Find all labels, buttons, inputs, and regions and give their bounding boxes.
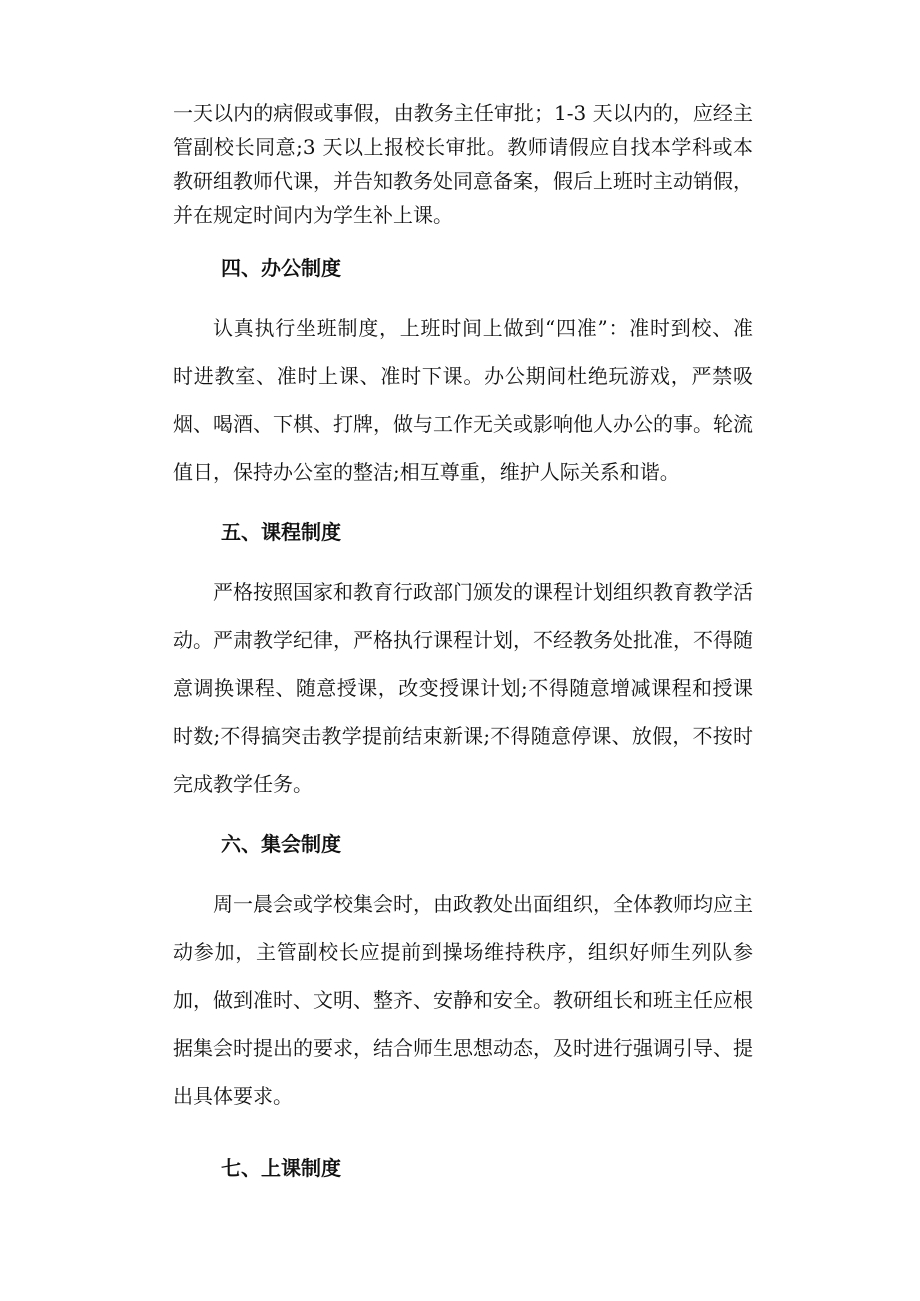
spacer — [173, 232, 753, 244]
spacer — [173, 556, 753, 568]
section-heading-assembly: 六、集会制度 — [221, 832, 341, 856]
section-heading-class: 七、上课制度 — [221, 1156, 341, 1180]
spacer — [173, 808, 753, 820]
spacer — [173, 868, 753, 880]
section-body-assembly: 周一晨会或学校集会时，由政教处出面组织，全体教师均应主动参加，主管副校长应提前到操场维持秩序，组织好师生列队参加，做到准时、文明、整齐、安静和安全。教研组长和班主任应根据集会时提出的要求，结合师生思想动态，及时进行强调引导、提出具体要求。 — [173, 892, 753, 1108]
section-body-curriculum: 严格按照国家和教育行政部门颁发的课程计划组织教育教学活动。严肃教学纪律，严格执行课程计划，不经教务处批准，不得随意调换课程、随意授课，改变授课计划;不得随意增减课程和授课时数;不得搞突击教学提前结束新课;不得随意停课、放假，不按时完成教学任务。 — [173, 580, 753, 796]
section-heading-office: 四、办公制度 — [221, 256, 341, 280]
section-heading-curriculum: 五、课程制度 — [221, 520, 341, 544]
spacer — [173, 292, 753, 304]
spacer — [173, 496, 753, 508]
spacer — [173, 1120, 753, 1144]
intro-paragraph: 一天以内的病假或事假，由教务主任审批；1-3 天以内的，应经主管副校长同意;3 天以上报校长审批。教师请假应自找本学科或本教研组教师代课，并告知教务处同意备案，假后上班时主动销假，并在规定时间内为学生补上课。 — [173, 101, 753, 227]
section-body-office: 认真执行坐班制度，上班时间上做到“四准”：准时到校、准时进教室、准时上课、准时下课。办公期间杜绝玩游戏，严禁吸烟、喝酒、下棋、打牌，做与工作无关或影响他人办公的事。轮流值日，保持办公室的整洁;相互尊重，维护人际关系和谐。 — [173, 316, 753, 484]
document-page — [173, 96, 753, 1192]
